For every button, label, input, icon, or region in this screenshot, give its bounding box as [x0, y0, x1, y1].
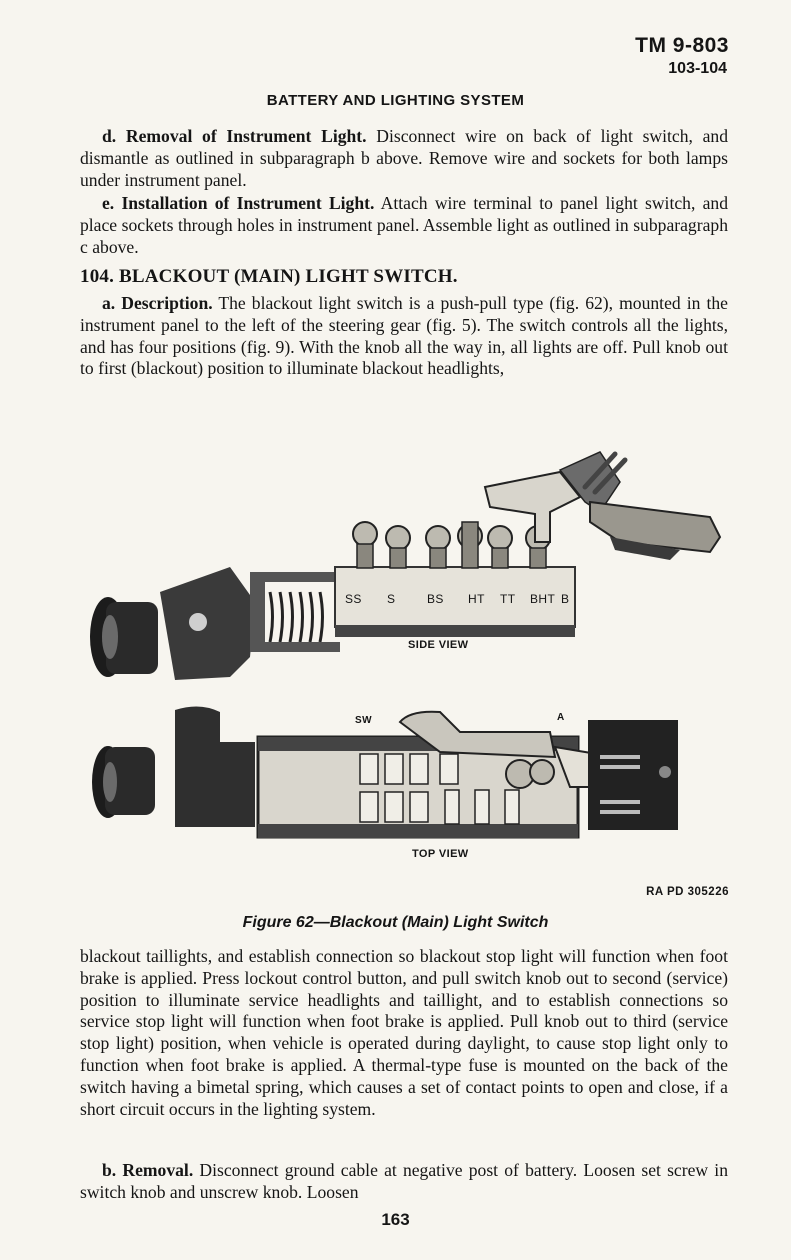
paragraph-a-text: The blackout light switch is a push-pull type (fig. 62), mounted in the instrument panel to the left of the steering gear (fig. 5). The switch controls all the lights, and has four positions (fig. 9). With the knob all the way in, all lights are off. Pull knob out to first (blackout) position to illuminate blackout headlights,: [80, 293, 728, 379]
sw-label: SW: [355, 715, 372, 726]
ra-pd-number: RA PD 305226: [646, 886, 729, 898]
page-number: 163: [381, 1210, 410, 1229]
paragraph-e-lead: e. Installation of Instrument Light.: [102, 193, 375, 213]
section-heading: 104. BLACKOUT (MAIN) LIGHT SWITCH.: [80, 266, 458, 287]
running-head: BATTERY AND LIGHTING SYSTEM: [266, 92, 525, 109]
terminal-label-ss: SS: [345, 592, 362, 606]
figure-62: [80, 442, 740, 882]
terminal-label-ht: HT: [468, 592, 485, 606]
paragraph-b-text: Disconnect ground cable at negative post of battery. Loosen set screw in switch knob and unscrew knob. Loosen: [80, 1160, 728, 1202]
paragraph-e-text: Attach wire terminal to panel light switch, and place sockets through holes in instrument panel. Assemble light as outlined in subparagraph c above.: [80, 193, 728, 257]
terminal-label-tt: TT: [500, 592, 516, 606]
terminal-label-b: B: [561, 592, 570, 606]
paragraph-a-lead: a. Description.: [102, 293, 213, 313]
paragraph-d-text: Disconnect wire on back of light switch, and dismantle as outlined in subparagraph b above. Remove wire and sockets for both lamps under instrument panel.: [80, 126, 728, 190]
top-view-label: TOP VIEW: [412, 848, 469, 860]
paragraph-b: [80, 1160, 728, 1204]
paragraph-e: [80, 193, 728, 258]
side-view-drawing: [90, 452, 720, 680]
switch-illustration: [80, 442, 740, 882]
figure-caption: Figure 62—Blackout (Main) Light Switch: [242, 914, 549, 931]
terminal-label-bs: BS: [427, 592, 444, 606]
terminal-label-s: S: [387, 592, 396, 606]
side-view-label: SIDE VIEW: [408, 639, 469, 651]
paragraph-d: [80, 126, 728, 191]
paragraph-a: [80, 293, 728, 380]
top-view-drawing: [92, 706, 678, 838]
terminal-label-bht: BHT: [530, 592, 556, 606]
a-label: A: [557, 712, 565, 723]
paragraph-a-continued: blackout taillights, and establish connection so blackout stop light will function when foot brake is applied. Press lockout control button, and pull switch knob out to second (service) position to illuminate service headlights and taillight, and to establish connections so service stop light will function when foot brake is applied. Pull knob out to third (service stop light) position, when vehicle is operated during daylight, to cause stop light only to function when foot brake is applied. A thermal-type fuse is mounted on the back of the switch having a bimetal spring, which causes a set of contact points to open and close, if a short circuit occurs in the lighting system.: [80, 946, 728, 1119]
tm-number: TM 9-803: [635, 34, 729, 57]
paragraph-d-lead: d. Removal of Instrument Light.: [102, 126, 367, 146]
paragraph-b-lead: b. Removal.: [102, 1160, 194, 1180]
paragraph-range: 103-104: [668, 60, 727, 77]
